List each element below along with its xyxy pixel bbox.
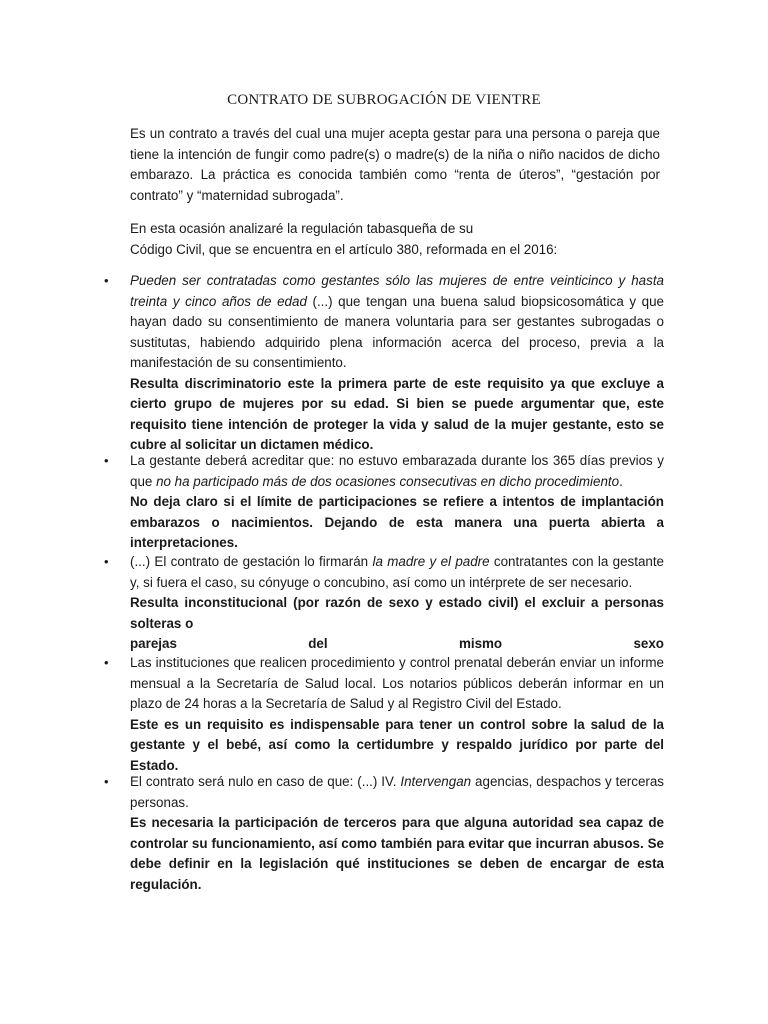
list-item-body xyxy=(130,653,664,776)
intro-paragraph-2 xyxy=(130,219,660,260)
requirement-quote-rest: contratantes con la gestante y, si fuera el caso, su cónyuge o concubino, así como un intérprete de ser necesario. xyxy=(130,554,665,590)
intro-paragraph: Es un contrato a través del cual una mujer acepta gestar para una persona o pareja que tiene la intención de fungir como padre(s) o madre(s) de la niña o niño nacidos de dicho embarazo. La práctica es conocida también como “renta de úteros”, “gestación por contrato” y “maternidad subrogada”. xyxy=(130,126,660,203)
document-title: CONTRATO DE SUBROGACIÓN DE VIENTRE xyxy=(227,92,541,108)
list-item xyxy=(104,653,664,776)
list-item-body xyxy=(130,772,664,895)
list-item xyxy=(104,552,664,655)
bullet-icon: • xyxy=(104,655,109,670)
requirement-quote-italic: la madre y el padre xyxy=(372,554,490,569)
requirement-quote-rest: agencias, despachos y terceras personas. xyxy=(130,774,665,810)
analysis-comment: Es necesaria la participación de terceros para que alguna autoridad sea capaz de controlar su funcionamiento, así como también para evitar que incurran abusos. Se debe definir en la legislación qué instituciones se deben de encargar de esta regulación. xyxy=(130,815,664,892)
bullet-icon: • xyxy=(104,273,109,288)
requirement-quote: La gestante deberá acreditar que: no estuvo embarazada durante los 365 días previos y que xyxy=(130,453,664,489)
list-item xyxy=(104,772,664,895)
analysis-comment: Este es un requisito es indispensable para tener un control sobre la salud de la gestante y el bebé, así como la certidumbre y respaldo jurídico por parte del Estado. xyxy=(130,716,664,773)
list-item-body xyxy=(130,552,664,655)
requirement-text xyxy=(130,772,664,813)
requirement-quote-italic: Intervengan xyxy=(400,774,472,789)
requirement-quote-italic: no ha participado más de dos ocasiones consecutivas en dicho procedimiento xyxy=(156,473,620,489)
analysis-comment: Resulta inconstitucional (por razón de sexo y estado civil) el excluir a personas solteras o xyxy=(130,595,664,631)
comment-word: del xyxy=(308,636,328,651)
analysis-comment-last-line xyxy=(130,634,664,655)
requirement-text xyxy=(130,451,664,492)
intro2-line-1: En esta ocasión analizaré la regulación tabasqueña de su xyxy=(130,221,474,236)
list-item-body xyxy=(130,451,664,554)
bullet-icon: • xyxy=(104,453,109,468)
analysis-comment: Resulta discriminatorio este la primera parte de este requisito ya que excluye a cierto grupo de mujeres por su edad. Si bien se puede argumentar que, este requisito tiene intención de proteger la vida y salud de la mujer gestante, esto se cubre al solicitar un dictamen médico. xyxy=(130,375,664,452)
analysis-comment: No deja claro si el límite de participaciones se refiere a intentos de implantación embarazos o nacimientos. Dejando de esta manera una puerta abierta a interpretaciones. xyxy=(130,494,664,550)
requirement-text xyxy=(130,271,664,374)
requirement-quote: (...) que tengan una buena salud biopsicosomática y que hayan dado su consentimiento de manera voluntaria para ser gestantes subrogadas o sustitutas, habiendo adquirido plena información acerca del proceso, previa a la manifestación de su consentimiento. xyxy=(130,293,664,370)
comment-word: parejas xyxy=(130,636,177,651)
requirement-quote: El contrato será nulo en caso de que: (...) IV. xyxy=(130,774,401,789)
requirement-text xyxy=(130,552,664,593)
requirement-quote-italic: Pueden ser contratadas como gestantes sólo las mujeres de entre veinticinco y hasta treinta y cinco años de edad xyxy=(130,273,664,309)
requirement-quote: (...) El contrato de gestación lo firmarán xyxy=(130,554,373,569)
bullet-icon: • xyxy=(104,554,109,569)
bullet-icon: • xyxy=(104,774,109,789)
requirement-quote-end: . xyxy=(619,473,623,489)
list-item-body xyxy=(130,271,664,456)
requirement-text: Las instituciones que realicen procedimiento y control prenatal deberán enviar un informe mensual a la Secretaría de Salud local. Los notarios públicos deberán informar en un plazo de 24 horas a la Secretaría de Salud y al Registro Civil del Estado. xyxy=(130,655,664,711)
comment-word: mismo xyxy=(458,636,503,651)
list-item xyxy=(104,451,664,554)
comment-word: sexo xyxy=(633,636,664,651)
intro2-line-2: Código Civil, que se encuentra en el artículo 380, reformada en el 2016: xyxy=(130,241,558,257)
list-item xyxy=(104,271,664,456)
